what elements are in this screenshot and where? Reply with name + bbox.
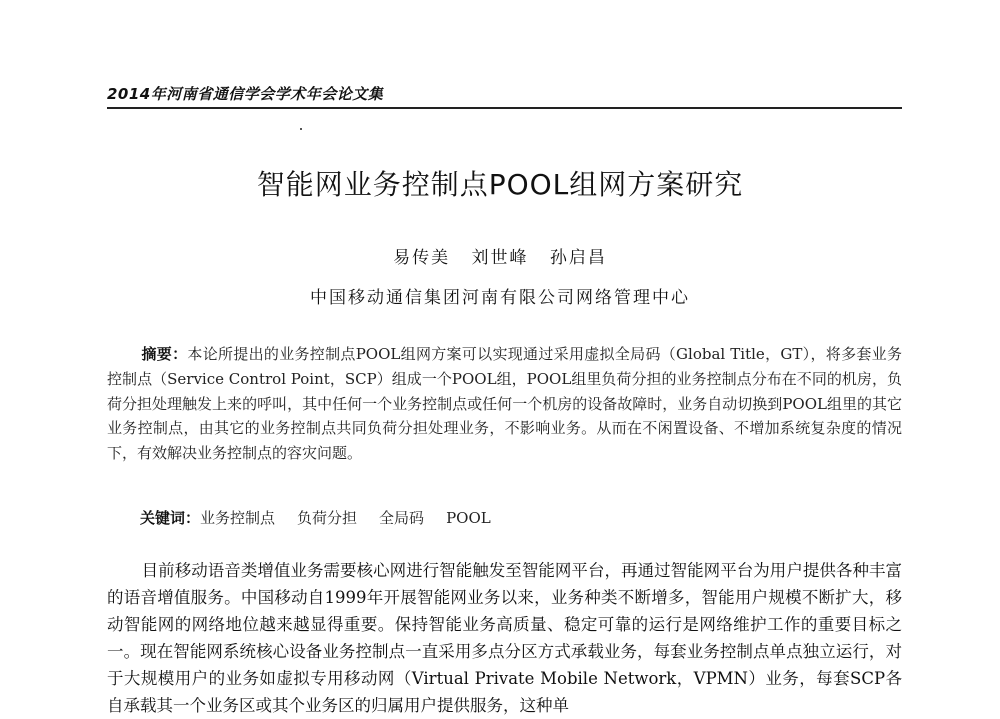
abstract — [107, 342, 902, 466]
keywords-label: 关键词： — [140, 509, 201, 527]
abstract-text: 本论所提出的业务控制点POOL组网方案可以实现通过采用虚拟全局码（Global Title，GT），将多套业务控制点（Service Control Point，SCP）组成一个POOL组，POOL组里负荷分担的业务控制点分布在不同的机房，负荷分担处理触发上来的呼叫，其中任何一个业务控制点或任何一个机房的设备故障时，业务自动切换到POOL组里的其它业务控制点，由其它的业务控制点共同负荷分担处理业务，不影响业务。从而在不闲置设备、不增加系统复杂度的情况下，有效解决业务控制点的容灾问题。 — [107, 345, 902, 463]
author-list — [0, 243, 1000, 268]
author-name: 孙启昌 — [549, 248, 607, 268]
body-paragraph: 目前移动语音类增值业务需要核心网进行智能触发至智能网平台，再通过智能网平台为用户提供各种丰富的语音增值服务。中国移动自1999年开展智能网业务以来，业务种类不断增多，智能用户规模不断扩大，移动智能网的网络地位越来越显得重要。保持智能业务高质量、稳定可靠的运行是网络维护工作的重要目标之一。现在智能网系统核心设备业务控制点一直采用多点分区方式承载业务，每套业务控制点单点独立运行，对于大规模用户的业务如虚拟专用移动网（Virtual Private Mobile Network，VPMN）业务，每套SCP各自承载其一个业务区或其个业务区的归属用户提供服务，这种单 — [107, 561, 902, 715]
keyword-item: POOL — [446, 509, 491, 527]
paper-title: 智能网业务控制点POOL组网方案研究 — [256, 168, 744, 201]
keyword-item: 负荷分担 — [297, 509, 358, 527]
header-rule — [107, 107, 902, 109]
author-name: 易传美 — [393, 248, 451, 268]
author-affiliation: 中国移动通信集团河南有限公司网络管理中心 — [310, 288, 690, 308]
keywords — [140, 506, 900, 530]
scan-speck — [300, 128, 302, 130]
running-header: 2014年河南省通信学会学术年会论文集 — [107, 85, 384, 103]
abstract-label: 摘要： — [141, 345, 188, 363]
keyword-item: 业务控制点 — [200, 509, 276, 527]
author-name: 刘世峰 — [471, 248, 529, 268]
keyword-item: 全局码 — [379, 509, 425, 527]
